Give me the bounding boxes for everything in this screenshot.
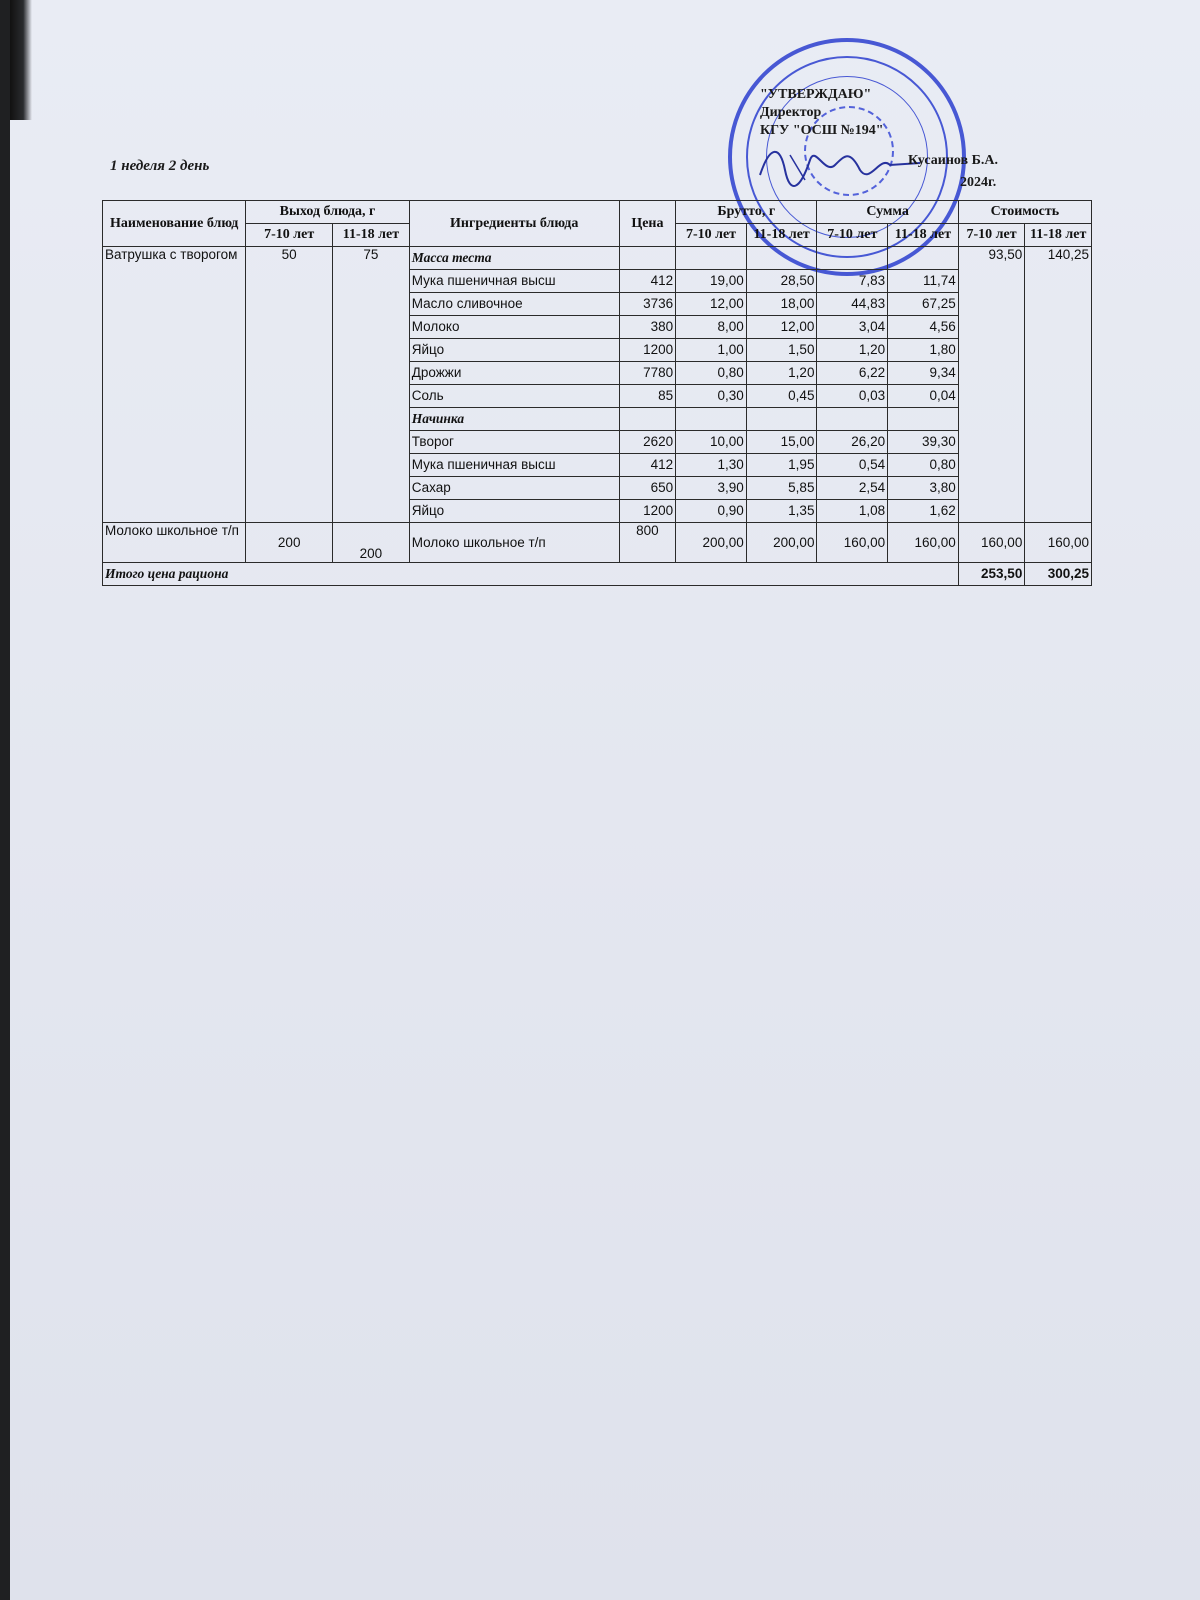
ingredient-name: Творог xyxy=(409,431,619,454)
header-dish: Наименование блюд xyxy=(103,201,246,247)
section-dough: Масса теста xyxy=(409,247,619,270)
total-row xyxy=(103,563,1092,586)
sum-age2: 9,34 xyxy=(888,362,959,385)
approval-org: КГУ "ОСШ №194" xyxy=(760,123,884,138)
brutto-age1: 1,30 xyxy=(676,454,747,477)
dish-yield-age1: 50 xyxy=(246,247,333,523)
header-sum-age2: 11-18 лет xyxy=(888,224,959,247)
brutto-age1: 200,00 xyxy=(676,523,747,563)
dish-cost-age1: 93,50 xyxy=(958,247,1025,523)
header-sum: Сумма xyxy=(817,201,958,224)
brutto-age1: 0,90 xyxy=(676,500,747,523)
brutto-age2: 0,45 xyxy=(746,385,817,408)
header-yield: Выход блюда, г xyxy=(246,201,409,224)
ingredient-price: 412 xyxy=(619,270,676,293)
sum-age2: 1,62 xyxy=(888,500,959,523)
table-row xyxy=(103,247,1092,270)
header-cost-age2: 11-18 лет xyxy=(1025,224,1092,247)
ingredient-name: Сахар xyxy=(409,477,619,500)
ingredient-price: 1200 xyxy=(619,339,676,362)
brutto-age1: 3,90 xyxy=(676,477,747,500)
dish-yield-age1: 200 xyxy=(246,523,333,563)
ingredient-price: 412 xyxy=(619,454,676,477)
brutto-age2: 12,00 xyxy=(746,316,817,339)
approval-block xyxy=(760,86,998,190)
ingredient-name: Молоко xyxy=(409,316,619,339)
sum-age1: 160,00 xyxy=(817,523,888,563)
ingredient-name: Дрожжи xyxy=(409,362,619,385)
menu-table xyxy=(102,200,1092,586)
week-day-label: 1 неделя 2 день xyxy=(110,158,210,174)
sum-age1: 26,20 xyxy=(817,431,888,454)
brutto-age2: 1,95 xyxy=(746,454,817,477)
ingredient-price: 2620 xyxy=(619,431,676,454)
brutto-age1: 19,00 xyxy=(676,270,747,293)
header-ingredients: Ингредиенты блюда xyxy=(409,201,619,247)
header-cost: Стоимость xyxy=(958,201,1091,224)
dish-cost-age2: 160,00 xyxy=(1025,523,1092,563)
total-cost-age1: 253,50 xyxy=(958,563,1025,586)
ingredient-price: 650 xyxy=(619,477,676,500)
ingredient-price: 800 xyxy=(619,523,676,563)
document-page xyxy=(10,0,1200,1600)
background-edge xyxy=(10,0,32,120)
sum-age1: 0,54 xyxy=(817,454,888,477)
ingredient-name: Масло сливочное xyxy=(409,293,619,316)
ingredient-name: Мука пшеничная высш xyxy=(409,454,619,477)
sum-age1: 6,22 xyxy=(817,362,888,385)
ingredient-name: Мука пшеничная высш xyxy=(409,270,619,293)
total-cost-age2: 300,25 xyxy=(1025,563,1092,586)
sum-age1: 2,54 xyxy=(817,477,888,500)
brutto-age1: 0,80 xyxy=(676,362,747,385)
dish-yield-age2: 75 xyxy=(333,247,410,523)
header-brutto: Брутто, г xyxy=(676,201,817,224)
sum-age1: 7,83 xyxy=(817,270,888,293)
header-sum-age1: 7-10 лет xyxy=(817,224,888,247)
sum-age2: 3,80 xyxy=(888,477,959,500)
header-brutto-age2: 11-18 лет xyxy=(746,224,817,247)
ingredient-name: Молоко школьное т/п xyxy=(409,523,619,563)
header-cost-age1: 7-10 лет xyxy=(958,224,1025,247)
brutto-age2: 1,35 xyxy=(746,500,817,523)
brutto-age1: 1,00 xyxy=(676,339,747,362)
total-label: Итого цена рациона xyxy=(103,563,959,586)
sum-age2: 1,80 xyxy=(888,339,959,362)
brutto-age1: 8,00 xyxy=(676,316,747,339)
table-row xyxy=(103,523,1092,563)
sum-age2: 39,30 xyxy=(888,431,959,454)
ingredient-name: Соль xyxy=(409,385,619,408)
brutto-age1: 12,00 xyxy=(676,293,747,316)
ingredient-name: Яйцо xyxy=(409,500,619,523)
header-brutto-age1: 7-10 лет xyxy=(676,224,747,247)
sum-age1: 0,03 xyxy=(817,385,888,408)
brutto-age2: 1,50 xyxy=(746,339,817,362)
header-yield-age1: 7-10 лет xyxy=(246,224,333,247)
ingredient-price: 1200 xyxy=(619,500,676,523)
dish-name: Молоко школьное т/п xyxy=(103,523,246,563)
approval-date: 2024г. xyxy=(960,175,997,190)
ingredient-price: 7780 xyxy=(619,362,676,385)
approval-role: Директор xyxy=(760,105,822,120)
brutto-age2: 15,00 xyxy=(746,431,817,454)
ingredient-price: 85 xyxy=(619,385,676,408)
sum-age2: 4,56 xyxy=(888,316,959,339)
sum-age2: 11,74 xyxy=(888,270,959,293)
dish-yield-age2: 200 xyxy=(333,523,410,563)
director-name: Кусаинов Б.А. xyxy=(908,153,998,168)
sum-age1: 1,20 xyxy=(817,339,888,362)
dish-name: Ватрушка с творогом xyxy=(103,247,246,523)
sum-age2: 0,80 xyxy=(888,454,959,477)
header-yield-age2: 11-18 лет xyxy=(333,224,410,247)
approval-title: "УТВЕРЖДАЮ" xyxy=(760,87,872,102)
dish-cost-age1: 160,00 xyxy=(958,523,1025,563)
sum-age1: 3,04 xyxy=(817,316,888,339)
ingredient-price: 3736 xyxy=(619,293,676,316)
header-price: Цена xyxy=(619,201,676,247)
sum-age2: 67,25 xyxy=(888,293,959,316)
signature-icon xyxy=(750,135,930,195)
brutto-age2: 5,85 xyxy=(746,477,817,500)
ingredient-price: 380 xyxy=(619,316,676,339)
brutto-age2: 200,00 xyxy=(746,523,817,563)
sum-age2: 0,04 xyxy=(888,385,959,408)
brutto-age1: 0,30 xyxy=(676,385,747,408)
ingredient-name: Яйцо xyxy=(409,339,619,362)
sum-age2: 160,00 xyxy=(888,523,959,563)
brutto-age2: 18,00 xyxy=(746,293,817,316)
brutto-age2: 28,50 xyxy=(746,270,817,293)
sum-age1: 1,08 xyxy=(817,500,888,523)
brutto-age2: 1,20 xyxy=(746,362,817,385)
dish-cost-age2: 140,25 xyxy=(1025,247,1092,523)
section-filling: Начинка xyxy=(409,408,619,431)
sum-age1: 44,83 xyxy=(817,293,888,316)
brutto-age1: 10,00 xyxy=(676,431,747,454)
